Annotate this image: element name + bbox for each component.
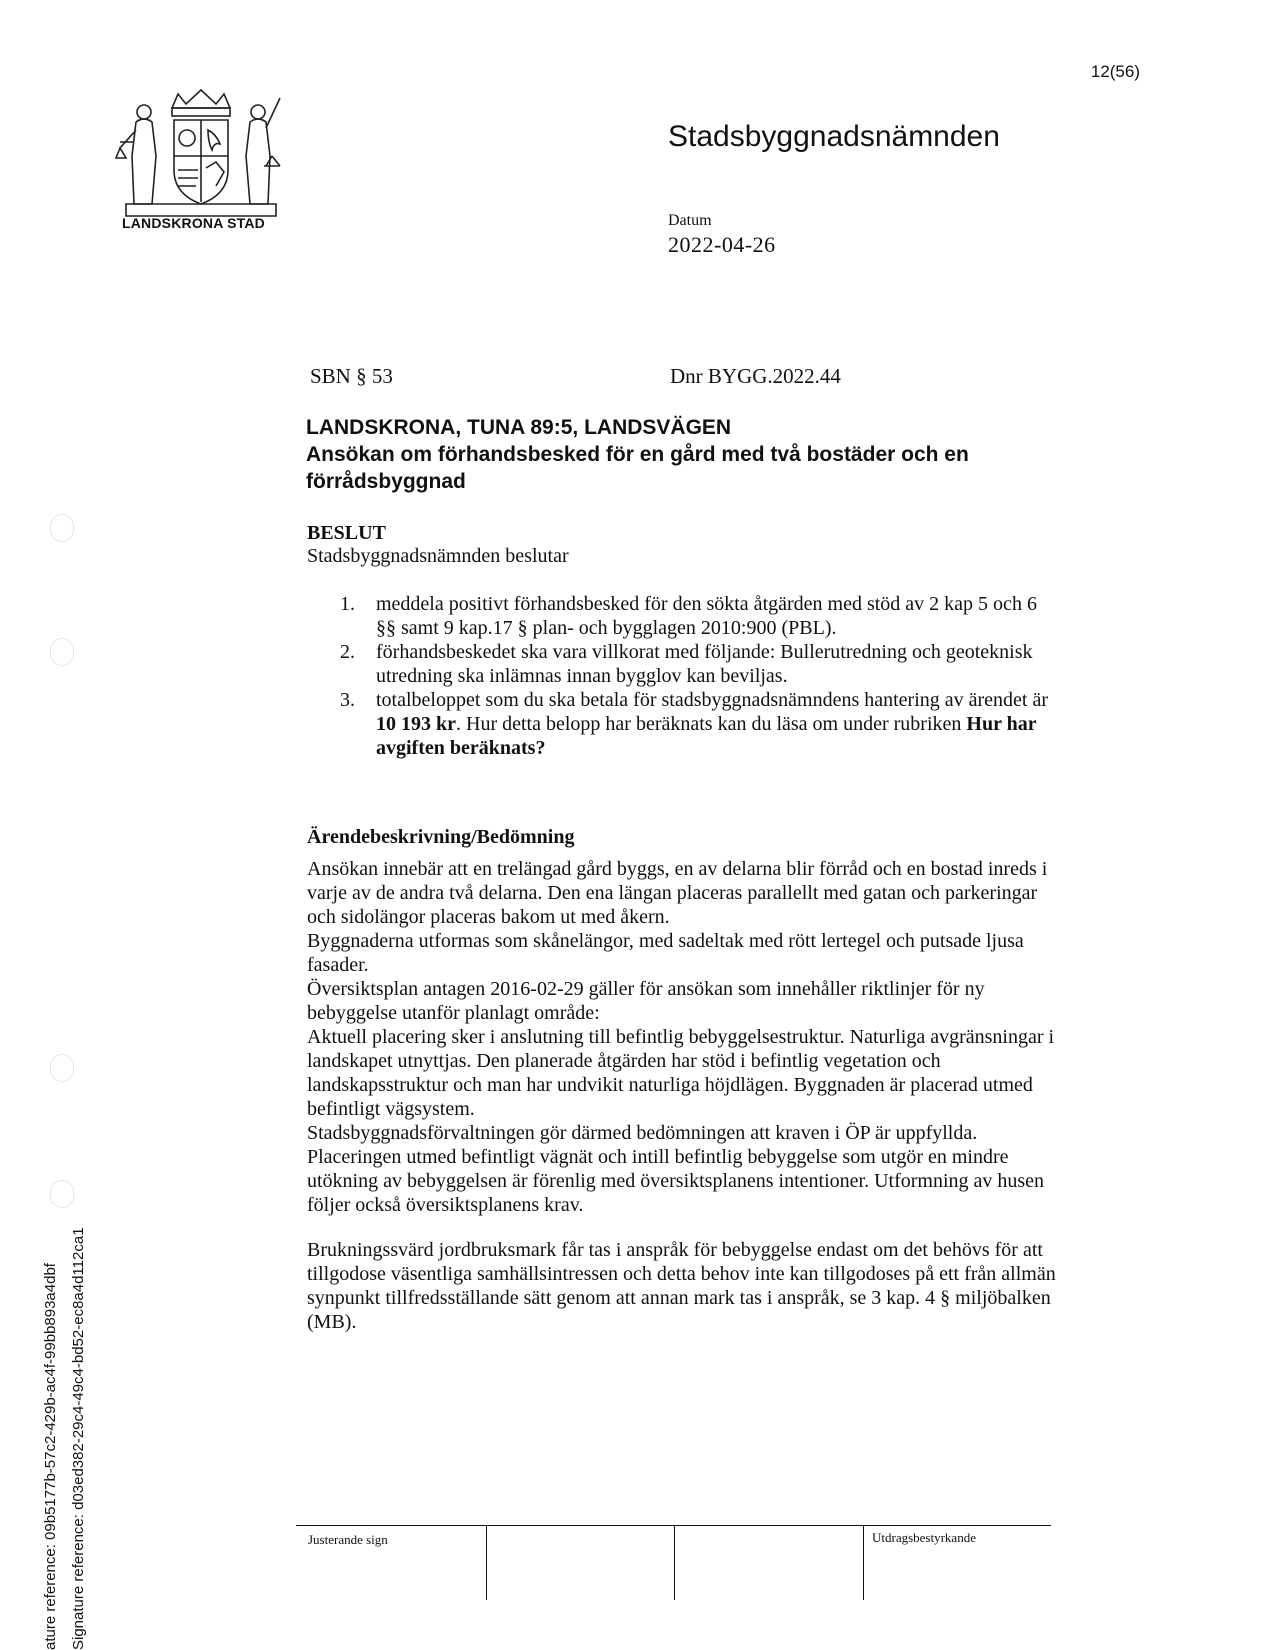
description-paragraph: Översiktsplan antagen 2016-02-29 gäller för ansökan som innehåller riktlinjer för ny bebyggelse utanför planlagt område:: [307, 978, 985, 1024]
decision-item-text: totalbeloppet som du ska betala för stadsbyggnadsnämndens hantering av ärendet är: [376, 689, 1049, 711]
subject-line-2: förrådsbyggnad: [306, 470, 466, 493]
case-heading: [306, 414, 1066, 495]
paragraph-reference: SBN § 53: [310, 364, 393, 388]
punch-hole-mark: [50, 514, 74, 542]
decision-list: [340, 592, 1060, 760]
description-title: Ärendebeskrivning/Bedömning: [307, 826, 575, 848]
justerande-sign-label: Justerande sign: [308, 1532, 388, 1547]
decision-item: [340, 688, 1060, 760]
punch-hole-mark: [50, 1180, 74, 1208]
table-divider: [863, 1526, 864, 1600]
description-body: [307, 857, 1067, 1334]
decision-item: [340, 592, 1060, 640]
decision-item-text: meddela positivt förhandsbesked för den sökta åtgärden med stöd av 2 kap 5 och 6 §§ samt 9 kap.17 § plan- och bygglagen 2010:900 (PBL).: [376, 593, 1037, 639]
decision-intro: Stadsbyggnadsnämnden beslutar: [307, 545, 569, 567]
decision-title: BESLUT: [307, 522, 386, 544]
paragraph-spacer: [307, 1217, 1067, 1238]
diarienummer: Dnr BYGG.2022.44: [670, 364, 841, 388]
description-paragraph: Placeringen utmed befintligt vägnät och intill befintlig bebyggelse som utgör en mindre utökning av bebyggelsen är förenlig med översiktsplanens intentioner. Utformning av husen följer också översiktsplanens krav.: [307, 1146, 1045, 1216]
organization-name: Stadsbyggnadsnämnden: [668, 120, 1000, 153]
signature-reference-1: ature reference: 09b5177b-57c2-429b-ac4f-99bb893a4dbf: [42, 1263, 59, 1650]
signature-table: [296, 1525, 1051, 1600]
page-number: 12(56): [1090, 62, 1140, 81]
logo-text: LANDSKRONA STAD: [122, 215, 265, 231]
decision-item-number: 2.: [340, 641, 355, 663]
punch-hole-mark: [50, 638, 74, 666]
table-divider: [486, 1526, 487, 1600]
description-paragraph: Stadsbyggnadsförvaltningen gör därmed bedömningen att kraven i ÖP är uppfyllda.: [307, 1122, 978, 1144]
signature-reference-2: Signature reference: d03ed382-29c4-49c4-bd52-ec8a4d112ca1: [70, 1227, 87, 1650]
punch-hole-mark: [50, 1054, 74, 1082]
property-title: LANDSKRONA, TUNA 89:5, LANDSVÄGEN: [306, 416, 732, 439]
landskrona-coat-of-arms-logo: [112, 86, 290, 234]
decision-item-text: . Hur detta belopp har beräknats kan du läsa om under rubriken: [456, 713, 967, 735]
decision-item-number: 3.: [340, 689, 355, 711]
description-paragraph: Byggnaderna utformas som skånelängor, med sadeltak med rött lertegel och putsade ljusa fasader.: [307, 930, 1024, 976]
date-value: 2022-04-26: [668, 232, 776, 257]
description-paragraph: Ansökan innebär att en trelängad gård byggs, en av delarna blir förråd och en bostad inreds i varje av de andra två delarna. Den ena längan placeras parallellt med gatan och parkeringar och sidolängor placeras bakom ut med åkern.: [307, 858, 1048, 928]
description-closing-paragraph: Brukningssvärd jordbruksmark får tas i anspråk för bebyggelse endast om det behövs för att tillgodose väsentliga samhällsintressen och detta behov inte kan tillgodoses på ett från allmän synpunkt tillfredsställande sätt genom att annan mark tas i anspråk, se 3 kap. 4 § miljöbalken (MB).: [307, 1239, 1056, 1333]
utdragsbestyrkande-label: Utdragsbestyrkande: [872, 1530, 976, 1545]
fee-amount: 10 193 kr: [376, 713, 456, 735]
table-divider: [674, 1526, 675, 1600]
fee-rubric-reference: Hur har avgiften beräknats?: [376, 713, 1037, 759]
date-label: Datum: [668, 212, 712, 229]
decision-item: [340, 640, 1060, 688]
description-paragraph: Aktuell placering sker i anslutning till befintlig bebyggelsestruktur. Naturliga avgränsningar i landskapet utnyttjas. Den planerade åtgärden har stöd i befintlig vegetation och landskapsstruktur och man har undvikit naturliga höjdlägen. Byggnaden är placerad utmed befintligt vägsystem.: [307, 1026, 1055, 1120]
subject-line-1: Ansökan om förhandsbesked för en gård med två bostäder och en: [306, 443, 969, 466]
decision-item-text: förhandsbeskedet ska vara villkorat med följande: Bullerutredning och geoteknisk utredning ska inlämnas innan bygglov kan beviljas.: [376, 641, 1033, 687]
decision-item-number: 1.: [340, 593, 355, 615]
